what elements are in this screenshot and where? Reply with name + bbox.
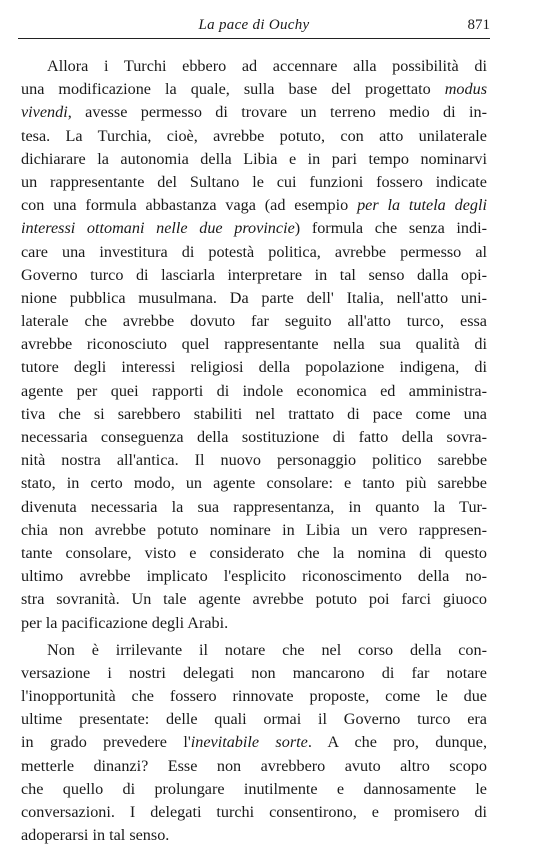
text-line: l'inopportunità che fossero rinnovate proposte, come le due [21,687,487,706]
text-line: in grado prevedere l'inevitabile sorte. A che pro, dunque, [21,733,487,752]
text-line: versazione i nostri delegati non mancarono di far notare [21,663,487,682]
text-line: un rappresentante del Sultano le cui funzioni fossero indicate [21,172,487,191]
text-line: Allora i Turchi ebbero ad accennare alla possibilità di [47,57,487,75]
text-line: ultimo avrebbe implicato l'esplicito riconoscimento della no- [21,567,487,586]
text-line: stato, in certo modo, un agente consolare: e tanto più sarebbe [21,474,487,493]
paragraph [21,55,487,635]
text-line: stra sovranità. Un tale agente avrebbe potuto poi farci giuoco [21,590,487,609]
text-line: divenuta necessaria la sua rappresentanza, in quanto la Tur- [21,497,487,516]
italic-phrase: vivendi [21,103,68,122]
text-line: una modificazione la quale, sulla base del progettato modus [21,80,488,99]
text-line: dichiarare la autonomia della Libia e in pari tempo nominarvi [21,149,487,168]
italic-phrase: per la tutela degli [357,196,487,215]
text-line: conversazioni. I delegati turchi consentirono, e promisero di [21,803,487,821]
text-line: ultime presentate: delle quali ormai il Governo turco era [21,710,487,729]
text-line: tante consolare, visto e considerato che la nomina di questo [21,543,487,562]
text-line: interessi ottomani nelle due provincie) formula che senza indi- [21,219,487,238]
text-line: avrebbe riconosciuto quel rappresentante nella sua qualità di [21,335,487,354]
paragraph [21,639,487,847]
italic-phrase: inevitabile sorte [190,733,308,752]
running-title: La pace di Ouchy [198,17,310,33]
text-line: tutore degli interessi religiosi della popolazione indigena, di [21,358,487,377]
text-line: che quello di prolungare inutilmente e dannosamente le [21,779,487,798]
text-line: Governo turco di lasciarla interpretare in tal senso dalla opi- [21,265,487,284]
text-line: metterle dinanzi? Esse non avrebbero avuto altro scopo [21,756,487,775]
text-line: adoperarsi in tal senso. [21,826,170,845]
body-text [21,55,487,847]
text-line: chia non avrebbe potuto nominare in Libia un vero rappresen- [21,520,487,539]
italic-phrase: interessi ottomani nelle due provincie [21,219,295,238]
italic-phrase: modus [444,80,488,99]
text-line: vivendi, avesse permesso di trovare un terreno medio di in- [21,103,487,122]
text-line: care una investitura di potestà politica, avrebbe permesso al [21,242,487,261]
text-line: con una formula abbastanza vaga (ad esempio per la tutela degli [21,196,487,215]
text-line: agente per quei rapporti di indole economica ed amministra- [21,381,487,400]
text-line: laterale che avrebbe dovuto far seguito all'atto turco, essa [21,312,487,331]
text-line: nione pubblica musulmana. Da parte dell' Italia, nell'atto uni- [21,288,487,307]
text-line: per la pacificazione degli Arabi. [21,613,229,632]
text-line: tesa. La Turchia, cioè, avrebbe potuto, con atto unilaterale [21,126,487,145]
running-header [18,14,490,39]
page-number: 871 [467,17,490,33]
text-line: nità nostra all'antica. Il nuovo personaggio politico sarebbe [21,451,487,470]
text-line: necessaria conseguenza della sostituzione di fatto della sovra- [21,428,487,446]
text-line: Non è irrilevante il notare che nel corso della con- [47,640,487,659]
text-line: tiva che si sarebbero stabiliti nel trattato di pace come una [21,404,487,423]
